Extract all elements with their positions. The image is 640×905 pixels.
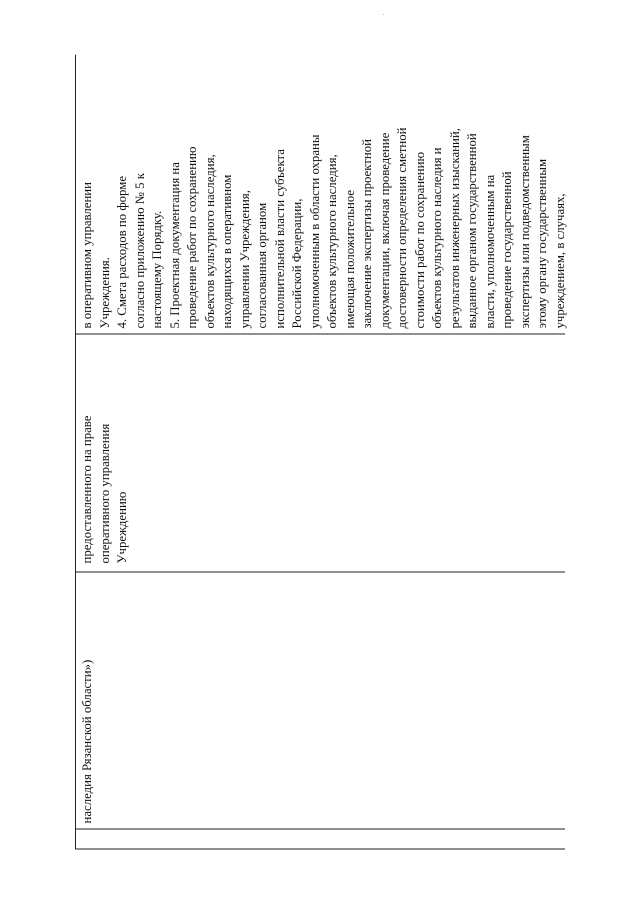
documents-text-line: в оперативном управлении (80, 181, 94, 329)
documents-text-line: учреждением, в случаях, (552, 193, 567, 329)
documents-text-line: согласованная органом (255, 202, 269, 329)
documents-text-line: Российской Федерации, (290, 198, 304, 329)
object-cell-text (76, 573, 97, 829)
documents-text-line: согласно приложению № 5 к (132, 173, 147, 329)
documents-text-line: настоящему Порядку. (150, 210, 164, 329)
documents-text-line: этому органу государственным (535, 158, 549, 329)
documents-text-line: 5. Проектная документация на (167, 162, 182, 329)
rotated-table-wrapper (75, 55, 565, 850)
table-column-number (76, 829, 565, 849)
documents-text-line: управлении Учреждения, (237, 190, 252, 329)
documents-text-line: объектов культурного наследия, (202, 154, 217, 329)
documents-cell-text (76, 54, 569, 334)
scan-speck (383, 14, 384, 15)
documents-text-line: находящихся в оперативном (220, 174, 234, 329)
basis-text-line: предоставленного на праве (80, 415, 94, 564)
documents-text-line: объектов культурного наследия, (325, 154, 339, 329)
object-text-line: наследия Рязанской области») (80, 659, 94, 824)
documents-text-line: проведение работ по сохранению (185, 146, 199, 329)
basis-cell-text (76, 335, 132, 572)
basis-text-line: оперативного управления (97, 423, 112, 564)
documents-text-line: выданное органом государственной (465, 133, 479, 329)
documents-text-line: результатов инженерных изысканий, (447, 128, 462, 329)
documents-text-line: документации, включая проведение (377, 132, 392, 329)
documents-text-line: Учреждения. (97, 257, 112, 329)
document-table (75, 55, 565, 850)
documents-text-line: объектов культурного наследия и (430, 147, 444, 329)
documents-text-line: экспертизы или подведомственным (517, 135, 532, 329)
documents-text-line: имеющая положительное (342, 189, 357, 329)
documents-text-line: стоимости работ по сохранению (412, 151, 427, 329)
documents-text-line: власти, уполномоченным на (482, 174, 497, 329)
documents-text-line: уполномоченным в области охраны (307, 134, 322, 329)
documents-text-line: 4. Смета расходов по форме (115, 175, 129, 329)
documents-text-line: проведение государственной (500, 171, 514, 329)
table-column-object (76, 572, 565, 829)
basis-text-line: Учреждению (115, 491, 129, 564)
documents-text-line: заключение экспертизы проектной (360, 139, 374, 329)
documents-text-line: достоверности определения сметной (395, 127, 409, 329)
table-column-basis (76, 334, 565, 572)
table-column-documents (76, 54, 565, 334)
documents-text-line: исполнительной власти субъекта (272, 149, 287, 329)
